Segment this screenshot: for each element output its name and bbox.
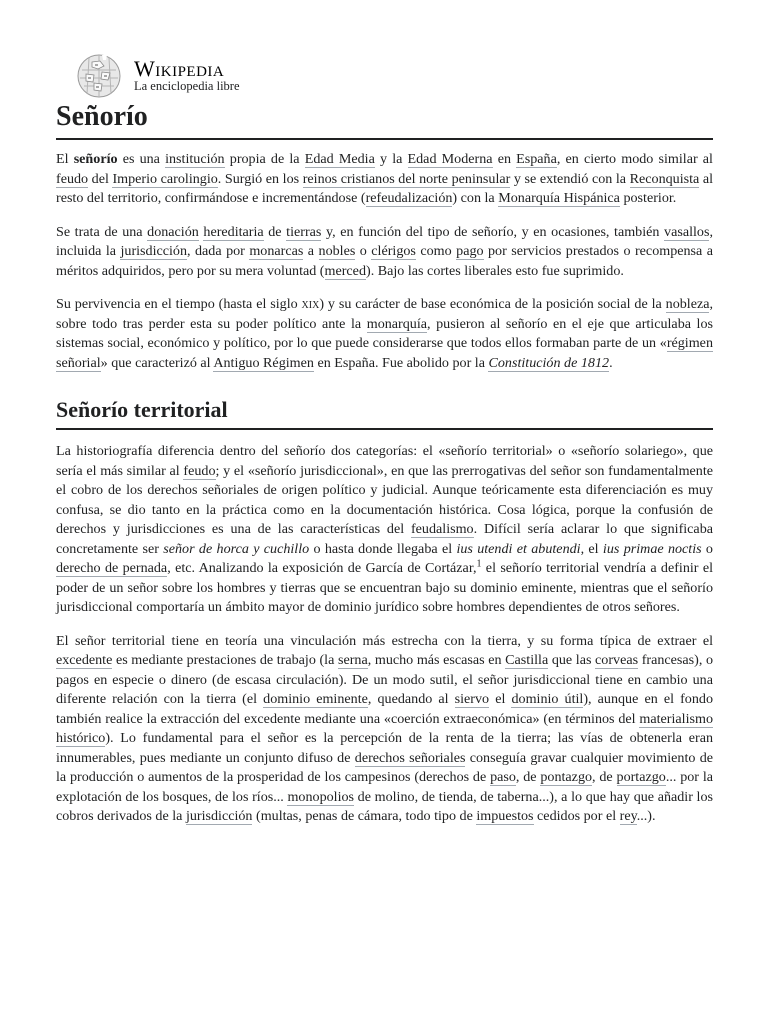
link[interactable]: reinos cristianos del norte peninsular [302,170,511,187]
text: , sobre todo tras perder esta su poder político ante la [56,296,714,332]
text: , mucho más escasas en [367,652,506,668]
text: La historiografía diferencia dentro del señorío dos categorías: el «señorío territorial» o «señorío solariego», que sería el más similar al [56,443,713,479]
text: que las [548,652,596,668]
link[interactable]: jurisdicción [185,808,253,824]
link[interactable]: hereditaria [203,223,264,240]
link[interactable]: monopolios [287,788,355,805]
link[interactable]: régimen señorial [56,335,713,371]
link[interactable]: paso [490,769,516,785]
text: » que caracterizó al [100,354,214,371]
text: posterior. [619,190,677,206]
link[interactable]: nobleza [665,296,710,312]
text: , incluida la [56,223,713,259]
wikipedia-globe-logo[interactable] [74,52,124,100]
text: el [489,691,512,707]
article-content [56,98,713,827]
link[interactable]: rey [619,808,637,824]
text: por servicios prestados o recompensa a méritos adquiridos, pero por su mera voluntad ( [56,243,714,279]
link[interactable]: corveas [595,652,639,668]
text: el señorío territorial vendría a definir el poder de un señor sobre los hombres y tierras que se encuentran bajo su dominio eminente, mientras que el señorío jurisdiccional comportaría un ámbito mayor de dominio jurídico sobre hombres dependientes de otros señores. [56,560,713,615]
link[interactable]: donación [147,223,199,240]
text: al resto del territorio, confirmándose e incrementándose ( [56,170,714,206]
text: , el [580,540,603,557]
text: , de [592,769,617,785]
link[interactable]: España [516,151,557,167]
link[interactable]: impuestos [476,808,534,824]
wikipedia-wordmark[interactable]: Wikipedia [134,56,225,81]
paragraph [56,223,713,282]
text: ... por la explotación de los bosques, de los ríos... [56,769,713,805]
italic-link-text[interactable]: Constitución de 1812 [488,354,610,371]
text: es una [117,151,166,167]
text: , quedando al [367,691,455,707]
link[interactable]: serna [337,652,368,668]
text: es mediante prestaciones de trabajo (la [112,652,338,668]
bold-term: señorío [73,151,118,167]
text: . Difícil sería aclarar lo que significaba concretamente ser [56,521,713,557]
link[interactable]: pontazgo [540,769,593,785]
footnote-ref[interactable]: 1 [476,558,482,570]
text: de [263,223,287,240]
link[interactable]: vasallos [664,223,710,240]
link[interactable]: materialismo histórico [56,710,713,746]
text: , etc. Analizando la exposición de García de Cortázar, [167,560,477,576]
link[interactable]: derechos señoriales [354,749,466,766]
link[interactable]: feudo [56,170,89,187]
text: , dada por [187,243,250,259]
text: , de [515,769,541,785]
link[interactable]: Imperio carolingio [112,170,218,187]
text: ). Lo fundamental para el señor es la percepción de la renta de la tierra; las vías de obtenerla eran innumerables, pues mediante un conjunto difuso de [56,730,713,766]
link[interactable]: nobles [318,243,356,259]
text: Se trata de una [56,223,148,240]
text: y se extendió con la [510,170,630,187]
link[interactable]: feudo [183,462,216,479]
text: ; y el «señorío jurisdiccional», en que las prerrogativas del señor son fundamentalmente el cobro de los derechos señoriales de origen político y judicial. Aunque teóricamente esta diferenciación es muy confusa, se dio tanto en la práctica como en la documentación histórica. Cosa lógica, porque la confusión de derechos y jurisdicciones es una de las características del [56,462,714,537]
link[interactable]: monarquía [366,315,428,332]
link[interactable]: monarcas [249,243,304,259]
text: como [415,243,457,259]
link[interactable]: Edad Moderna [407,151,493,167]
text: o hasta donde llegaba el [309,540,457,557]
text: cedidos por el [533,808,620,824]
small-caps-numeral: xix [301,296,320,312]
text: (multas, penas de cámara, todo tipo de [252,808,477,824]
site-header [74,52,374,100]
link[interactable]: refeudalización [365,190,453,206]
italic-term: ius utendi et abutendi [456,540,581,557]
text: propia de la [224,151,305,167]
link[interactable]: derecho de pernada [56,560,168,576]
paragraph [56,295,713,373]
text: conseguía gravar cualquier movimiento de la producción o aumentos de la prosperidad de los campesinos (derechos de [56,749,714,785]
link[interactable]: Monarquía Hispánica [498,190,620,206]
page-title: Señorío [56,98,713,140]
italic-term: ius primae noctis [602,540,702,557]
site-tagline: La enciclopedia libre [134,79,240,93]
text: o [355,243,372,259]
link[interactable]: dominio útil [511,691,584,707]
text: El señor territorial tiene en teoría una vinculación más estrecha con la tierra, y su forma típica de extraer el [56,632,713,649]
italic-term: señor de horca y cuchillo [163,540,310,557]
text: y, en función del tipo de señorío, y en ocasiones, también [321,223,665,240]
text: , pusieron al señorío en el eje que articulaba los sistemas social, económico y político, por lo que puede considerarse que todos ellos formaban parte de un « [56,315,713,351]
text: ...). [636,808,656,824]
link[interactable]: jurisdicción [120,243,188,259]
text: del [88,170,113,187]
text: de molino, de tienda, de taberna...), a lo que hay que añadir los cobros derivados de la [56,788,714,824]
text: El [56,151,74,167]
text: ). Bajo las cortes liberales esto fue suprimido. [366,262,624,279]
text: , en cierto modo similar al [556,151,713,167]
link[interactable]: excedente [56,652,113,668]
link[interactable]: pago [456,243,484,259]
link[interactable]: Reconquista [629,170,700,187]
link[interactable]: siervo [454,691,490,707]
link[interactable]: dominio eminente [263,691,368,707]
text: ) con la [452,190,499,206]
text: Su pervivencia en el tiempo (hasta el siglo [56,296,302,312]
paragraph [56,632,713,827]
link[interactable]: institución [165,151,225,167]
text: ) y su carácter de base económica de la posición social de la [319,296,666,312]
text: . Surgió en los [217,170,303,187]
link[interactable]: tierras [286,223,322,240]
paragraph [56,150,713,209]
text: ), aunque en el fondo también realice la extracción del excedente mediante una «coerción extraeconómica» (en términos del [56,691,713,727]
text: francesas), o pagos en especie o dinero (de escasa circulación). De un modo sutil, el señor jurisdiccional tiene en cambio una diferente relación con la tierra (el [56,652,714,707]
section-heading: Señorío territorial [56,394,713,430]
text: en España. Fue abolido por la [313,354,489,371]
link[interactable]: clérigos [371,243,416,259]
link[interactable] [488,355,609,372]
text: y la [374,151,408,167]
text: a [303,243,319,259]
text: o [701,540,713,557]
link[interactable]: portazgo [616,769,666,785]
paragraph [56,442,713,618]
link[interactable]: feudalismo [410,521,474,537]
text: . [609,354,613,371]
link[interactable]: Antiguo Régimen [213,354,314,371]
text: en [492,151,517,167]
link[interactable]: merced [324,262,366,279]
link[interactable]: Edad Media [304,151,375,167]
link[interactable]: Castilla [505,652,549,668]
